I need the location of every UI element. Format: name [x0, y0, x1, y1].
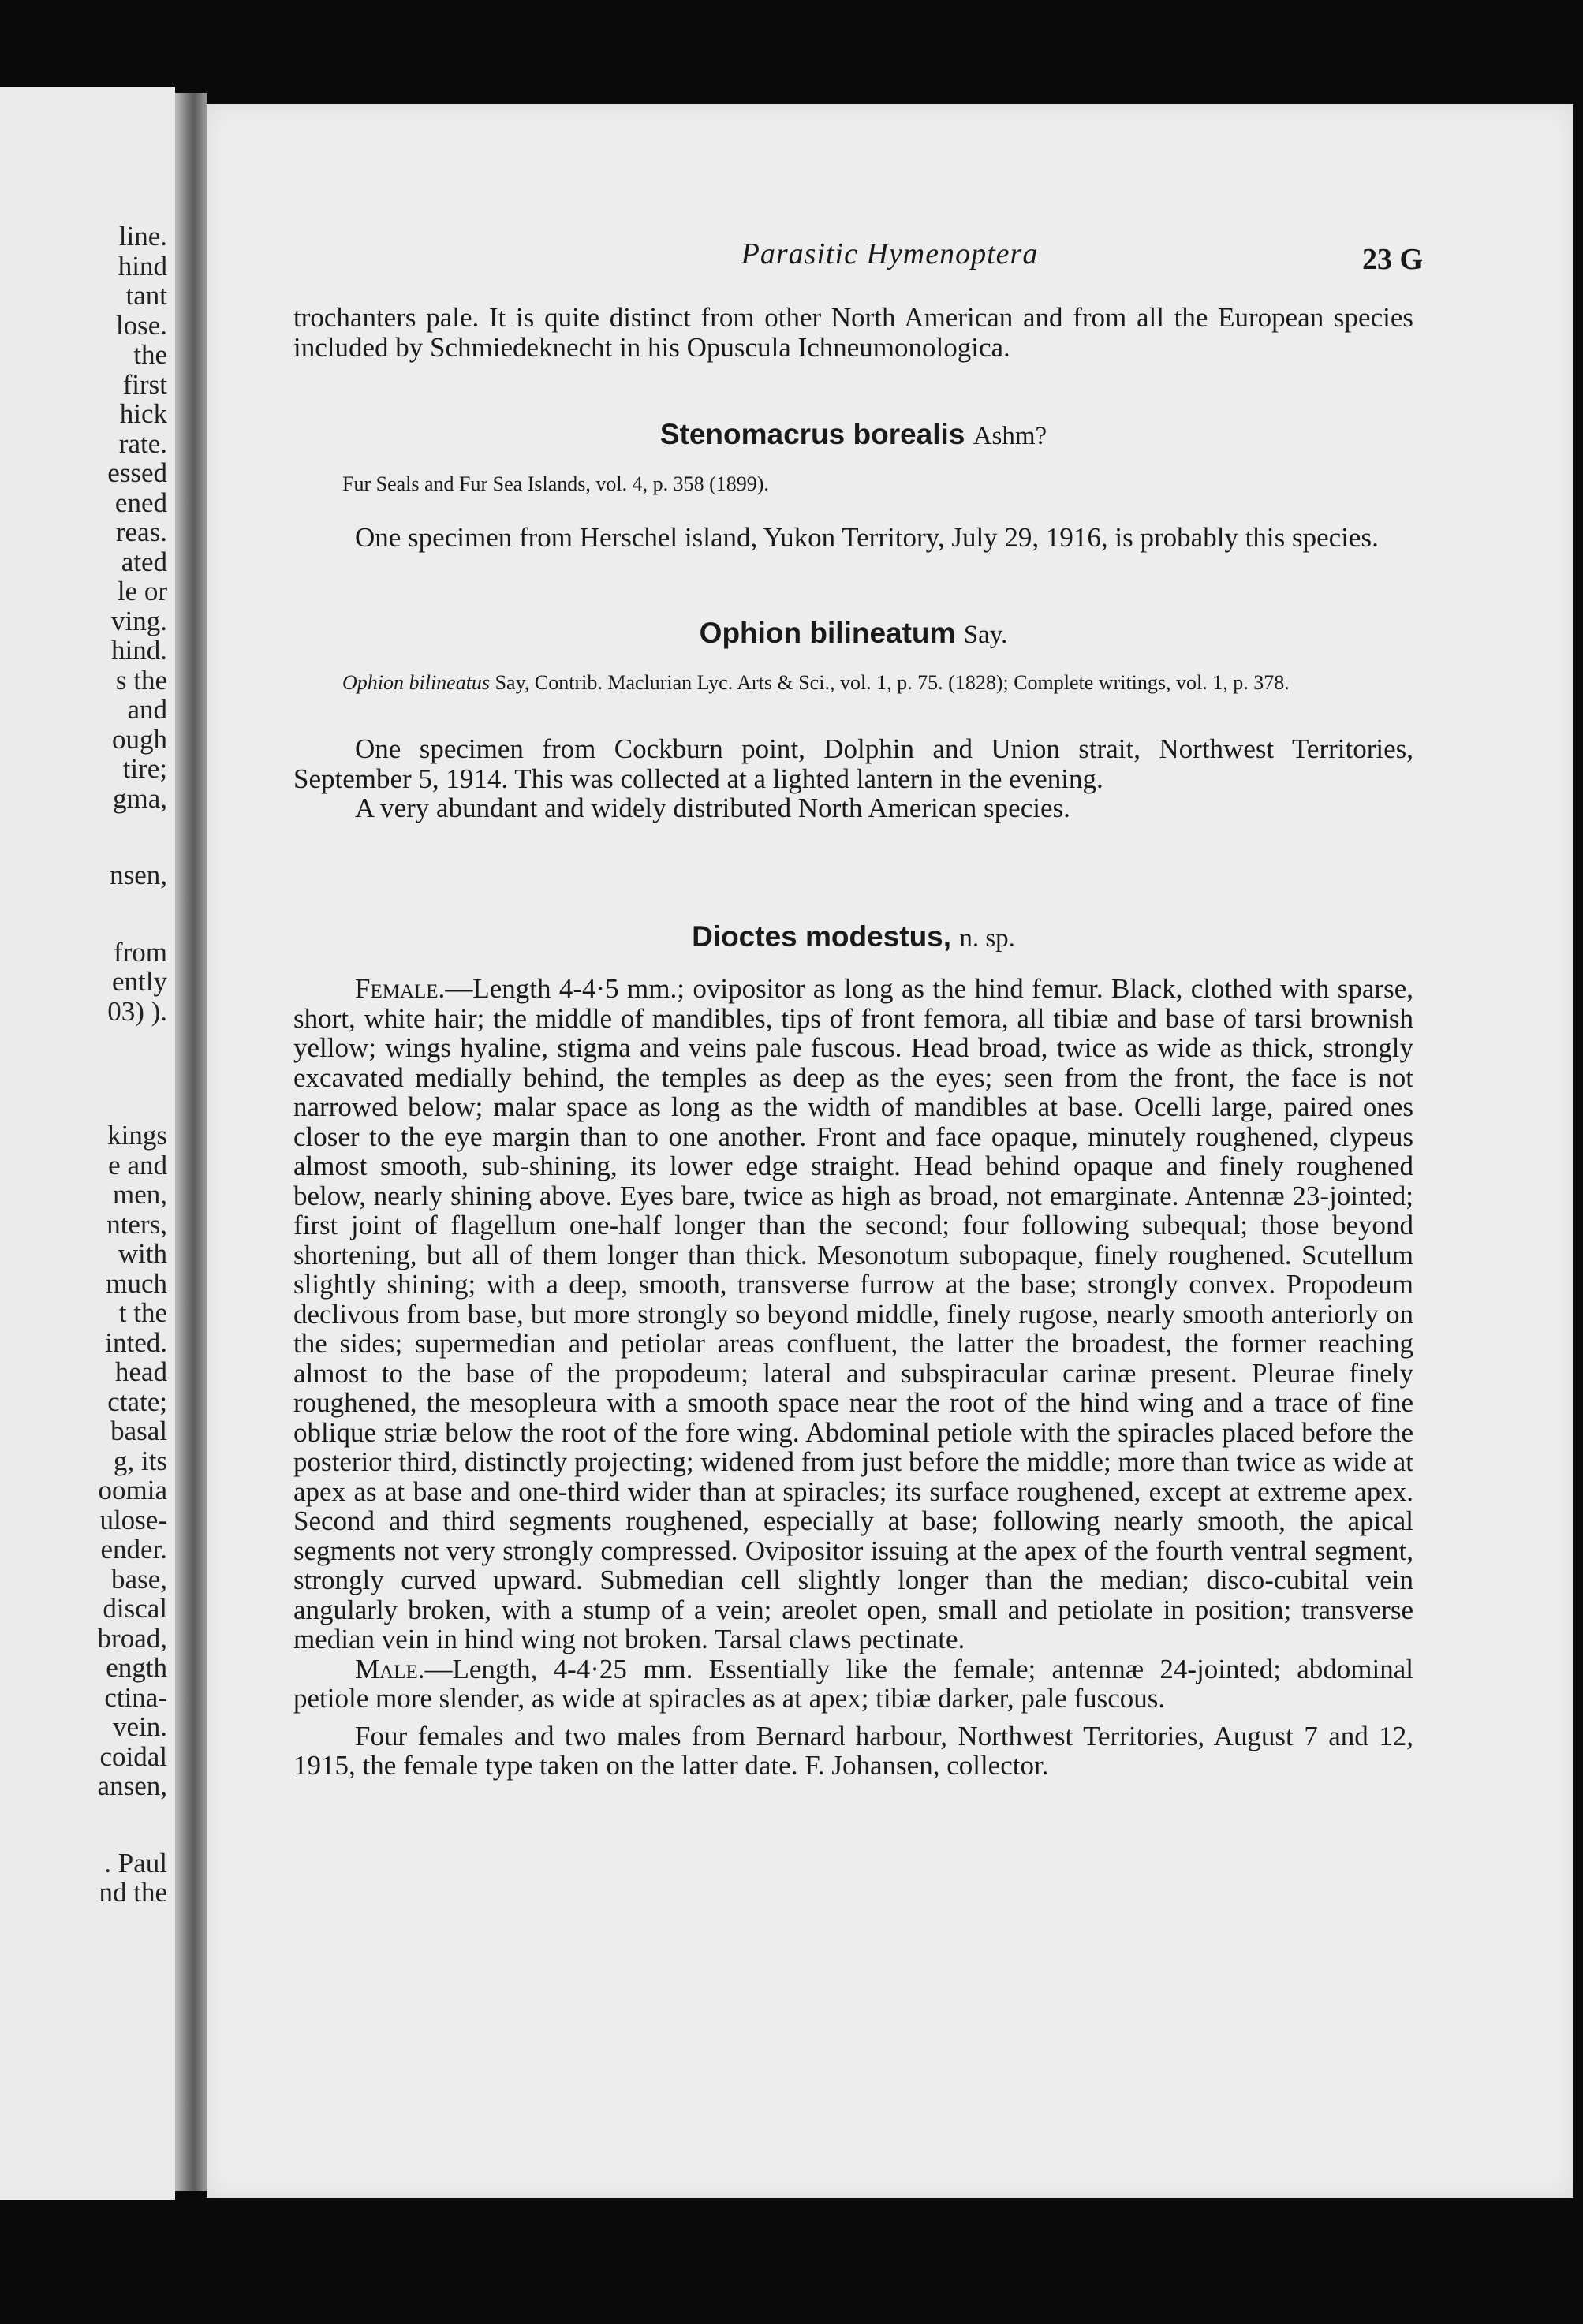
left-margin-fragment: hind — [118, 250, 167, 282]
left-margin-fragment: discal — [103, 1593, 167, 1624]
left-margin-fragment: and — [127, 694, 167, 725]
species-name: Dioctes modestus, — [692, 920, 952, 953]
species-heading — [293, 418, 1413, 451]
species-name: Ophion bilineatum — [699, 617, 956, 649]
male-text: —Length, 4-4·25 mm. Essentially like the female; antennæ 24-jointed; abdominal petiole more slender, as wide at spiracles as at apex; tibiæ darker, pale fuscous. — [293, 1653, 1413, 1714]
intro-block — [293, 303, 1413, 362]
left-margin-fragment: broad, — [97, 1622, 167, 1654]
left-margin-fragment: hick — [119, 398, 167, 429]
left-margin-fragment: reas. — [115, 517, 167, 547]
left-margin-fragment: vein. — [112, 1711, 167, 1742]
left-margin-fragment: ated — [121, 546, 167, 577]
left-margin-fragment: ulose- — [99, 1504, 167, 1535]
running-title: Parasitic Hymenoptera — [741, 237, 1039, 270]
left-margin-fragment: t the — [118, 1297, 167, 1328]
species-name: Stenomacrus borealis — [659, 418, 965, 450]
left-margin-fragment: men, — [112, 1179, 167, 1210]
left-margin-fragment: ough — [112, 723, 167, 755]
left-margin-fragment: the — [133, 339, 167, 370]
left-margin-fragment: tire; — [122, 753, 167, 784]
left-margin-fragment: ansen, — [97, 1770, 167, 1801]
left-margin-fragment: nd the — [99, 1877, 167, 1908]
left-margin-fragment: first — [122, 368, 167, 400]
intro-paragraph: trochanters pale. It is quite distinct from other North American and from all the European species included by Schmiedeknecht in his Opuscula Ichneumonologica. — [293, 302, 1413, 363]
species-record: Four females and two males from Bernard harbour, Northwest Territories, August 7 and 12, 1915, the female type taken on the latter date. F. Johansen, collector. — [293, 1720, 1413, 1781]
left-margin-fragment: nsen, — [110, 860, 167, 890]
left-margin-fragment: g, its — [113, 1445, 167, 1476]
left-margin-fragment: inted. — [105, 1326, 167, 1358]
species-stenomacrus — [293, 418, 1413, 553]
left-margin-fragment: s the — [115, 664, 167, 696]
citation-taxon: Ophion bilineatus — [342, 671, 491, 694]
left-margin-fragment: lose. — [115, 309, 167, 341]
left-margin-fragment: head — [114, 1356, 167, 1387]
left-margin-fragment: 03) ). — [107, 995, 167, 1027]
left-margin-fragment: gma, — [112, 782, 167, 814]
species-note: A very abundant and widely distributed North American species. — [355, 793, 1070, 823]
species-record: One specimen from Herschel island, Yukon Territory, July 29, 1916, is probably this species. — [355, 522, 1379, 553]
page-gutter — [175, 93, 207, 2191]
left-margin-fragment: ength — [106, 1652, 167, 1683]
citation-reference: Say, Contrib. Maclurian Lyc. Arts & Sci., vol. 1, p. 75. (1828); Complete writings, vol. 1, p. 378. — [490, 671, 1290, 694]
species-author: Say. — [963, 621, 1008, 649]
left-margin-fragment: ving. — [111, 605, 167, 636]
left-margin-fragment: . Paul — [104, 1847, 167, 1878]
species-dioctes — [293, 920, 1413, 1781]
left-margin-fragment: ened — [114, 487, 167, 518]
left-margin-fragment: basal — [110, 1416, 167, 1446]
species-ophion — [293, 617, 1413, 823]
edge-speck — [1562, 1412, 1583, 1443]
left-margin-fragment: kings — [107, 1120, 167, 1151]
species-author: Ashm? — [973, 422, 1047, 450]
left-margin-fragment: e and — [108, 1149, 167, 1181]
female-text: —Length 4-4·5 mm.; ovipositor as long as the hind femur. Black, clothed with sparse, short, white hair; the middle of mandibles, tips of front femora, all tibiæ and base of tarsi brownish yellow; wings hyaline, stigma and veins pale fuscous. Head broad, twice as wide as thick, strongly excavated medially behind, the temples as deep as the eyes; seen from the front, the face is not narrowed below; malar space as long as the width of mandibles at base. Ocelli large, paired ones closer to the eye margin than to one another. Front and face opaque, minutely roughened, clypeus almost smooth, sub-shining, its lower edge straight. Head behind opaque and finely roughened below, nearly shining above. Eyes bare, twice as high as broad, not emarginate. Antennæ 23-jointed; first joint of flagellum one-half longer than the second; four following subequal; those beyond shortening, but all of them longer than thick. Mesonotum subopaque, finely roughened. Scutellum slightly shining; with a deep, smooth, transverse furrow at the base; strongly convex. Propodeum declivous from base, but more strongly so beyond middle, finely rugose, nearly smooth anteriorly on the sides; supermedian and petiolar areas confluent, the latter the broadest, the former reaching almost to the base of the propodeum; lateral and subspiracular carinæ present. Pleurae finely roughened, the mesopleura with a smooth space near the root of the hind wing and a trace of fine oblique striæ below the root of the fore wing. Abdominal petiole with the spiracles placed before the posterior third, distinctly projecting; widened from just before the middle; more than twice as wide at apex as at base and one-third wider than at spiracles; its surface roughened, except at extreme apex. Second and third segments roughened, especially at base; following nearly smooth, the apical segments not very strongly compressed. Ovipositor issuing at the apex of the fourth ventral segment, strongly curved upward. Submedian cell slightly longer than the median; disco-cubital vein angularly broken, with a stump of a vein; areolet open, small and petiolate in position; transverse median vein in hind wing not broken. Tarsal claws pectinate. — [293, 973, 1413, 1654]
species-heading — [293, 617, 1413, 650]
page-number: 23 G — [1361, 243, 1423, 276]
female-description — [293, 974, 1413, 1654]
species-citation — [293, 670, 1413, 695]
male-label: Male. — [355, 1653, 425, 1684]
male-description — [293, 1654, 1413, 1714]
species-citation: Fur Seals and Fur Sea Islands, vol. 4, p. 358 (1899). — [342, 472, 769, 495]
female-label: Female. — [355, 973, 446, 1004]
left-margin-fragment: ender. — [100, 1534, 167, 1565]
left-margin-fragment: ctina- — [104, 1681, 167, 1713]
left-margin-fragment: nters, — [106, 1208, 167, 1240]
left-margin-fragment: le or — [117, 576, 167, 606]
left-margin-fragment: hind. — [111, 635, 167, 666]
page — [207, 104, 1573, 2198]
left-margin-fragment: much — [106, 1267, 167, 1299]
left-margin-fragment: rate. — [118, 427, 167, 459]
left-margin-fragment: tant — [125, 280, 167, 311]
left-margin-fragment: oomia — [98, 1475, 167, 1505]
left-facing-page — [0, 87, 175, 2200]
left-margin-fragment: base, — [111, 1563, 167, 1595]
left-margin-fragment: essed — [107, 457, 167, 488]
species-record: One specimen from Cockburn point, Dolphin and Union strait, Northwest Territories, September 5, 1914. This was collected at a lighted lantern in the evening. — [293, 733, 1413, 794]
left-margin-fragment: ctate; — [107, 1386, 167, 1417]
left-margin-fragment: ently — [112, 966, 167, 997]
left-margin-fragment: coidal — [99, 1740, 167, 1772]
left-margin-fragment: with — [118, 1238, 167, 1269]
species-author: n. sp. — [959, 924, 1015, 953]
left-margin-fragment: from — [113, 936, 167, 968]
left-margin-fragment: line. — [118, 221, 167, 252]
species-heading — [293, 920, 1413, 953]
